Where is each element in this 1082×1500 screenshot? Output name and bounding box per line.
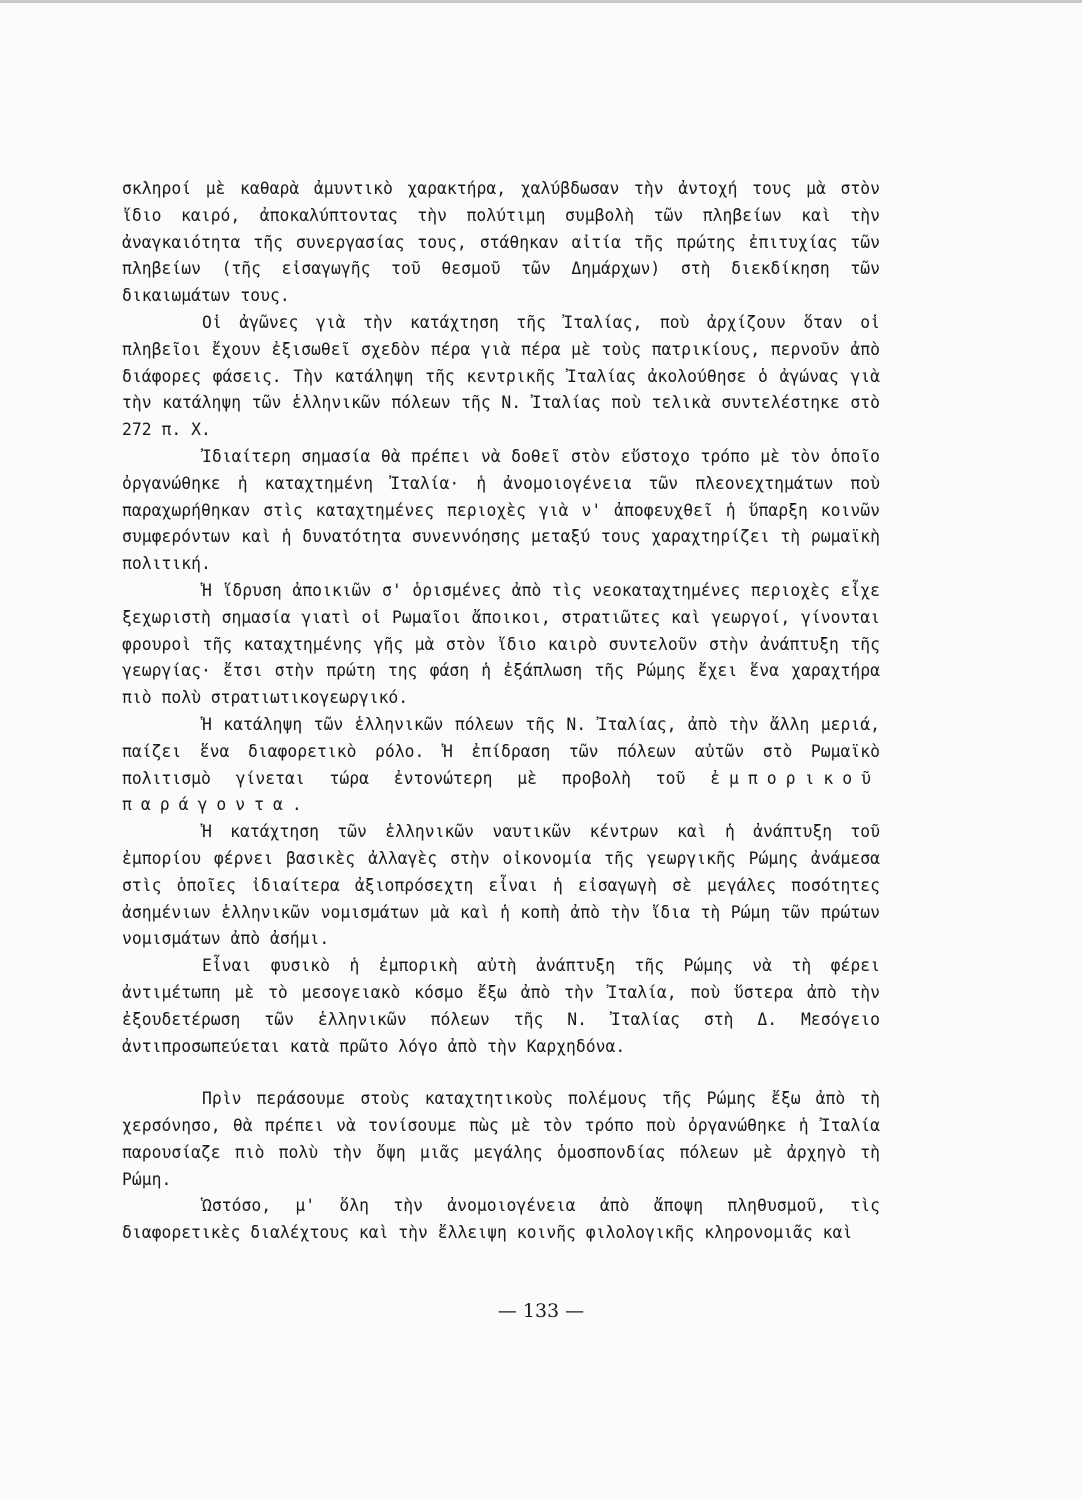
paragraph-3: Ἰδιαίτερη σημασία θὰ πρέπει νὰ δοθεῖ στὸν εὔστοχο τρόπο μὲ τὸν ὁποῖο ὀργανώθηκε ἡ καταχτημένη Ἰταλία· ἡ ἀνομοιογένεια τῶν πλεονεχτημάτων ποὺ παραχωρήθηκαν στὶς καταχτημένες περιοχὲς γιὰ ν' ἀποφευχθεῖ ἡ ὕπαρξη κοινῶν συμφερόντων καὶ ἡ δυνατότητα συνεννόησης μεταξύ τους χαραχτηρίζει τὴ ρωμαϊκὴ πολιτική. (122, 446, 880, 574)
emphasized-phrase: ἐμπορικοῦ παράγοντα (122, 768, 880, 815)
body-text (122, 176, 880, 1247)
paragraph-8: Πρὶν περάσουμε στοὺς καταχτητικοὺς πολέμους τῆς Ρώμης ἔξω ἀπὸ τὴ χερσόνησο, θὰ πρέπει νὰ τονίσουμε πὼς μὲ τὸν τρόπο ποὺ ὀργανώθηκε ἡ Ἰταλία παρουσίαζε πιὸ πολὺ τὴν ὄψη μιᾶς μεγάλης ὁμοσπονδίας πόλεων μὲ ἀρχηγὸ τὴ Ρώμη. (122, 1089, 880, 1189)
paragraph-6: Ἡ κατάχτηση τῶν ἑλληνικῶν ναυτικῶν κέντρων καὶ ἡ ἀνάπτυξη τοῦ ἐμπορίου φέρνει βασικὲς ἀλλαγὲς στὴν οἰκονομία τῆς γεωργικῆς Ρώμης ἀνάμεσα στὶς ὁποῖες ἰδιαίτερα ἀξιοπρόσεχτη εἶναι ἡ εἰσαγωγὴ σὲ μεγάλες ποσότητες ἀσημένιων ἑλληνικῶν νομισμάτων μὰ καὶ ἡ κοπὴ ἀπὸ τὴν ἴδια τὴ Ρώμη τῶν πρώτων νομισμάτων ἀπὸ ἀσήμι. (122, 822, 880, 949)
paragraph-9: Ὡστόσο, μ' ὅλη τὴν ἀνομοιογένεια ἀπὸ ἄποψη πληθυσμοῦ, τὶς διαφορετικὲς διαλέχτους καὶ τὴν ἔλλειψη κοινῆς φιλολογικῆς κληρονομιᾶς καὶ (122, 1196, 880, 1243)
page-top-edge (0, 0, 1082, 3)
paragraph-5 (122, 712, 880, 819)
paragraph-4: Ἡ ἵδρυση ἀποικιῶν σ' ὁρισμένες ἀπὸ τὶς νεοκαταχτημένες περιοχὲς εἶχε ξεχωριστὴ σημασία γιατὶ οἱ Ρωμαῖοι ἄποικοι, στρατιῶτες καὶ γεωργοί, γίνονται φρουροὶ τῆς καταχτημένης γῆς μὰ στὸν ἴδιο καιρὸ συντελοῦν στὴν ἀνάπτυξη τῆς γεωργίας· ἔτσι στὴν πρώτη της φάση ἡ ἐξάπλωση τῆς Ρώμης ἔχει ἕνα χαραχτήρα πιὸ πολὺ στρατιωτικογεωργικό. (122, 580, 880, 708)
paragraph-5-text: Ἡ κατάληψη τῶν ἑλληνικῶν πόλεων τῆς Ν. Ἰταλίας, ἀπὸ τὴν ἄλλη μεριά, παίζει ἕνα διαφορετικὸ ρόλο. Ἡ ἐπίδραση τῶν πόλεων αὐτῶν στὸ Ρωμαϊκὸ πολιτισμὸ γίνεται τώρα ἐντονώτερη μὲ προβολὴ τοῦ (122, 714, 880, 788)
paragraph-2: Οἱ ἀγῶνες γιὰ τὴν κατάχτηση τῆς Ἰταλίας, ποὺ ἀρχίζουν ὅταν οἱ πληβεῖοι ἔχουν ἐξισωθεῖ σχεδὸν πέρα γιὰ πέρα μὲ τοὺς πατρικίους, περνοῦν ἀπὸ διάφορες φάσεις. Τὴν κατάληψη τῆς κεντρικῆς Ἰταλίας ἀκολούθησε ὁ ἀγώνας γιὰ τὴν κατάληψη τῶν ἑλληνικῶν πόλεων τῆς Ν. Ἰταλίας ποὺ τελικὰ συντελέστηκε στὸ 272 π. Χ. (122, 312, 880, 440)
page-number: — 133 — (497, 1300, 585, 1322)
paragraph-7: Εἶναι φυσικὸ ἡ ἐμπορικὴ αὐτὴ ἀνάπτυξη τῆς Ρώμης νὰ τὴ φέρει ἀντιμέτωπη μὲ τὸ μεσογειακὸ κόσμο ἔξω ἀπὸ τὴν Ἰταλία, ποὺ ὕστερα ἀπὸ τὴν ἐξουδετέρωση τῶν ἑλληνικῶν πόλεων τῆς Ν. Ἰταλίας στὴ Δ. Μεσόγειο ἀντιπροσωπεύεται κατὰ πρῶτο λόγο ἀπὸ τὴν Καρχηδόνα. (122, 956, 880, 1056)
paragraph-5-tail: . (291, 795, 302, 815)
paragraph-1: σκληροί μὲ καθαρὰ ἀμυντικὸ χαρακτήρα, χαλύβδωσαν τὴν ἀντοχή τους μὰ στὸν ἴδιο καιρό, ἀποκαλύπτοντας τὴν πολύτιμη συμβολὴ τῶν πληβείων καὶ τὴν ἀναγκαιότητα τῆς συνεργασίας τους, στάθηκαν αἰτία τῆς πρώτης ἐπιτυχίας τῶν πληβείων (τῆς εἰσαγωγῆς τοῦ θεσμοῦ τῶν Δημάρχων) στὴ διεκδίκηση τῶν δικαιωμάτων τους. (122, 179, 880, 306)
